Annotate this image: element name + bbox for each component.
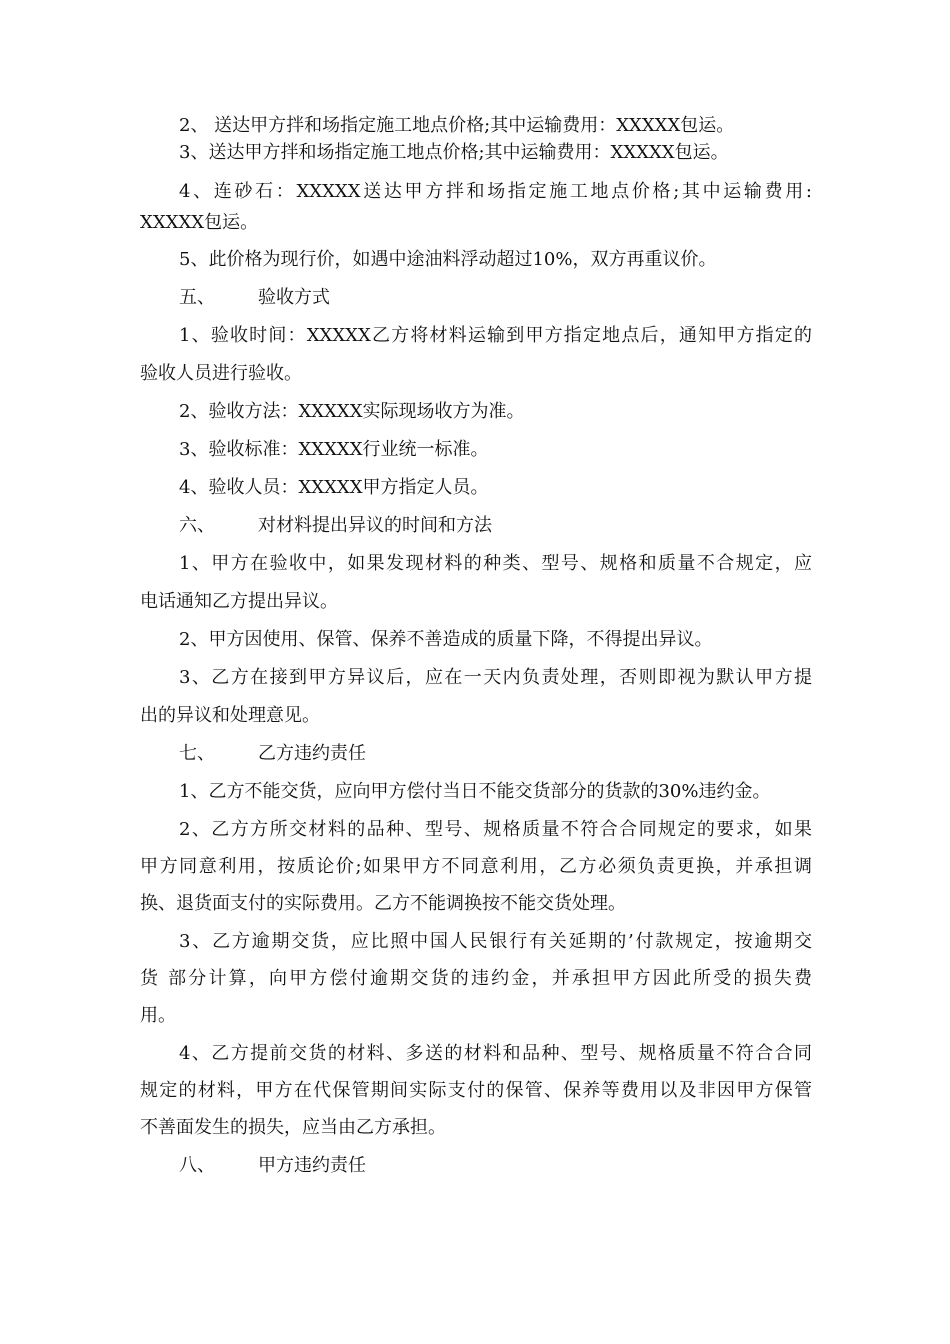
paragraph-line: 出的异议和处理意见。 [140,705,320,726]
paragraph-line: 1、乙方不能交货，应向甲方偿付当日不能交货部分的货款的30%违约金。 [179,781,771,802]
paragraph-line: 4、乙方提前交货的材料、多送的材料和品种、型号、规格质量不符合合同 [179,1043,812,1064]
section-number: 六、 [179,515,215,536]
paragraph-line: 2、 送达甲方拌和场指定施工地点价格;其中运输费用：XXXXX包运。 [179,115,735,136]
paragraph-line: 3、乙方逾期交货，应比照中国人民银行有关延期的’付款规定，按逾期交 [179,931,812,952]
paragraph-line: 不善面发生的损失，应当由乙方承担。 [140,1117,446,1138]
paragraph-line: 4、验收人员：XXXXX甲方指定人员。 [179,477,489,498]
paragraph-line: XXXXX包运。 [140,212,259,233]
paragraph-line: 换、退货面支付的实际费用。乙方不能调换按不能交货处理。 [140,893,626,914]
paragraph-line: 1、甲方在验收中，如果发现材料的种类、型号、规格和质量不合规定，应 [179,553,812,574]
section-number: 八、 [179,1155,215,1176]
paragraph-line: 规定的材料，甲方在代保管期间实际支付的保管、保养等费用以及非因甲方保管 [140,1080,812,1101]
paragraph-line: 用。 [140,1005,176,1026]
section-number: 五、 [179,287,215,308]
paragraph-line: 2、甲方因使用、保管、保养不善造成的质量下降，不得提出异议。 [179,629,713,650]
paragraph-line: 3、乙方在接到甲方异议后，应在一天内负责处理，否则即视为默认甲方提 [179,667,812,688]
paragraph-line: 2、乙方方所交材料的品种、型号、规格质量不符合合同规定的要求，如果 [179,819,812,840]
section-heading [179,743,366,765]
paragraph-line: 验收人员进行验收。 [140,363,302,384]
section-title: 对材料提出异议的时间和方法 [258,515,492,536]
paragraph-line: 2、验收方法：XXXXX实际现场收方为准。 [179,401,525,422]
paragraph-line: 货 部分计算，向甲方偿付逾期交货的违约金，并承担甲方因此所受的损失费 [140,968,812,989]
paragraph-line: 1、验收时间：XXXXX乙方将材料运输到甲方指定地点后，通知甲方指定的 [179,325,812,346]
section-title: 验收方式 [258,287,330,308]
section-heading [179,515,492,537]
section-heading [179,1155,366,1177]
paragraph-line: 4、连砂石：XXXXX送达甲方拌和场指定施工地点价格;其中运输费用: [179,181,812,202]
section-heading [179,287,330,309]
paragraph-line: 3、送达甲方拌和场指定施工地点价格;其中运输费用：XXXXX包运。 [179,142,729,163]
section-number: 七、 [179,743,215,764]
paragraph-line: 5、此价格为现行价，如遇中途油料浮动超过10%，双方再重议价。 [179,249,717,270]
paragraph-line: 甲方同意利用，按质论价;如果甲方不同意利用，乙方必须负责更换，并承担调 [140,856,812,877]
paragraph-line: 电话通知乙方提出异议。 [140,591,338,612]
paragraph-line: 3、验收标准：XXXXX行业统一标准。 [179,439,489,460]
section-title: 甲方违约责任 [258,1155,366,1176]
section-title: 乙方违约责任 [258,743,366,764]
